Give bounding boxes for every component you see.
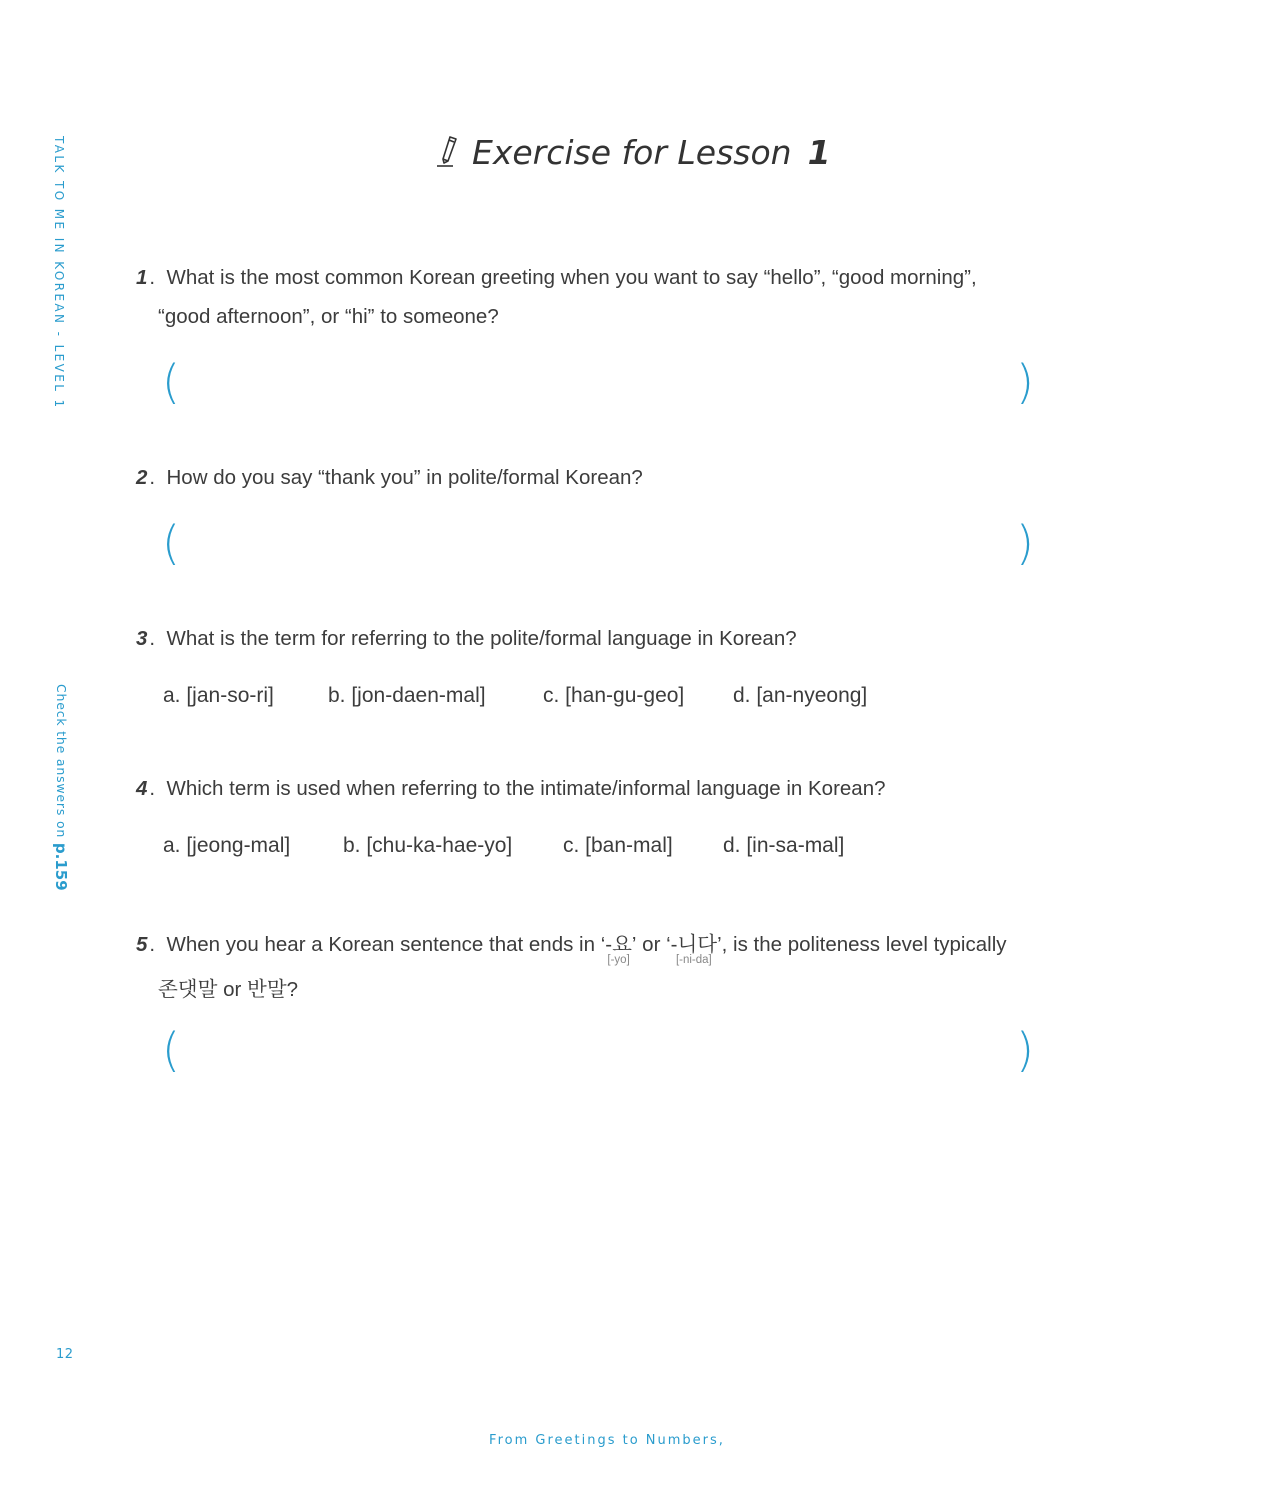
question-text-line2 xyxy=(158,972,298,1002)
close-parenthesis: ) xyxy=(1016,516,1034,570)
question-text: What is the term for referring to the polite/formal language in Korean? xyxy=(166,627,797,650)
answer-box-2[interactable] xyxy=(162,515,1034,571)
pencil-icon xyxy=(436,135,460,169)
open-parenthesis: ( xyxy=(162,516,180,570)
question-number: 4 xyxy=(136,777,148,800)
book-title-vertical: TALK TO ME IN KOREAN - LEVEL 1 xyxy=(52,136,66,410)
question-text-line2: “good afternoon”, or “hi” to someone? xyxy=(158,305,499,328)
page-number: 12 xyxy=(56,1347,74,1362)
choice-option[interactable]: b. [jon-daen-mal] xyxy=(328,684,486,707)
question-3: 3. What is the term for referring to the polite/formal language in Korean? xyxy=(136,627,797,650)
question-text: Which term is used when referring to the intimate/informal language in Korean? xyxy=(166,777,886,800)
question-number: 3 xyxy=(136,627,148,650)
question-1: 1. What is the most common Korean greeting when you want to say “hello”, “good morning”, “good afternoon”, or “hi” to someone? xyxy=(136,266,977,328)
choice-option[interactable]: c. [ban-mal] xyxy=(563,834,673,857)
answers-reference-vertical xyxy=(52,684,70,891)
question-2: 2. How do you say “thank you” in polite/formal Korean? xyxy=(136,466,643,489)
choice-option[interactable]: d. [in-sa-mal] xyxy=(723,834,845,857)
choice-option[interactable]: a. [jan-so-ri] xyxy=(163,684,274,707)
footer-label: From Greetings to Numbers, xyxy=(489,1433,725,1448)
question-5: 5. When you hear a Korean sentence that ends in ‘-요’ [-yo] or ‘-니다’ [-ni-da] , is the politeness level typically 존댓말 or 반말? xyxy=(136,927,1007,957)
close-parenthesis: ) xyxy=(1016,1023,1034,1077)
exercise-title-text: Exercise for Lesson xyxy=(472,132,792,172)
ending-nida-romanization: [-ni-da] xyxy=(675,954,712,966)
question-text: How do you say “thank you” in polite/formal Korean? xyxy=(166,466,643,489)
question-number: 5 xyxy=(136,933,148,956)
question-mark: ? xyxy=(286,978,299,1001)
ending-yo-romanization: [-yo] xyxy=(607,954,630,966)
answers-page-ref: p.159 xyxy=(52,842,70,891)
ending-nida-text: ‘-니다’ xyxy=(666,933,722,956)
open-parenthesis: ( xyxy=(162,355,180,409)
exercise-title xyxy=(436,130,831,174)
question-text-or: or xyxy=(636,933,667,956)
choice-option[interactable]: b. [chu-ka-hae-yo] xyxy=(343,834,513,857)
question-number: 2 xyxy=(136,466,148,489)
question-4: 4. Which term is used when referring to the intimate/informal language in Korean? xyxy=(136,777,886,800)
question-text-or: or xyxy=(217,978,248,1001)
choice-option[interactable]: c. [han-gu-geo] xyxy=(543,684,685,707)
footer-text xyxy=(0,1433,1214,1448)
answers-reference-text: Check the answers on xyxy=(54,684,69,843)
ending-yo-text: ‘-요’ xyxy=(600,933,637,956)
lesson-number: 1 xyxy=(807,132,831,172)
ending-yo xyxy=(600,927,637,966)
open-parenthesis: ( xyxy=(162,1023,180,1077)
choice-option[interactable]: a. [jeong-mal] xyxy=(163,834,291,857)
close-parenthesis: ) xyxy=(1016,355,1034,409)
answer-box-1[interactable] xyxy=(162,354,1034,410)
question-text: When you hear a Korean sentence that ends in xyxy=(166,933,601,956)
question-text-end: , is the politeness level typically xyxy=(721,933,1007,956)
ending-nida xyxy=(666,927,722,966)
question-text: What is the most common Korean greeting when you want to say “hello”, “good morning”, xyxy=(166,266,977,289)
choice-option[interactable]: d. [an-nyeong] xyxy=(733,684,868,707)
question-number: 1 xyxy=(136,266,148,289)
term-jondaetmal: 존댓말 xyxy=(158,978,218,1001)
answer-box-5[interactable] xyxy=(162,1022,1034,1078)
term-banmal: 반말 xyxy=(247,978,287,1001)
